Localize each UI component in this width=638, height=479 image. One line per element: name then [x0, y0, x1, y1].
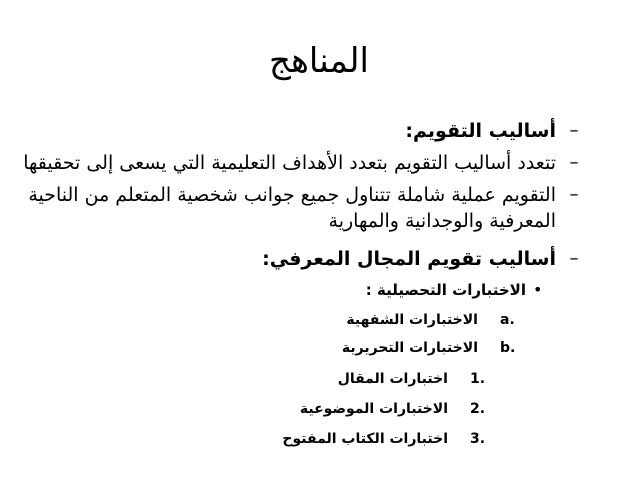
bullet-achievement-tests: الاختبارات التحصيلية : [365, 281, 526, 299]
item-essay-tests: اختبارات المقال [337, 371, 448, 387]
item-written-tests: الاختبارات التحريرية [341, 340, 478, 356]
letter-marker: b. [500, 340, 516, 356]
dash-bullet: – [569, 120, 579, 141]
bullet-dot: • [533, 280, 543, 299]
heading-evaluation-methods: أساليب التقويم: [405, 120, 556, 142]
slide-title: المناهج [269, 41, 369, 81]
item-open-book-tests: اختبارات الكتاب المفتوح [282, 431, 448, 447]
number-marker: 3. [470, 431, 486, 447]
heading-cognitive-domain: أساليب تقويم المجال المعرفي: [262, 248, 556, 270]
item-oral-tests: الاختبارات الشفهية [346, 312, 478, 328]
number-marker: 2. [470, 401, 486, 417]
number-marker: 1. [470, 371, 486, 387]
letter-marker: a. [500, 312, 515, 328]
dash-bullet: – [569, 184, 579, 205]
paragraph-comprehensive-process: التقويم عملية شاملة تتناول جميع جوانب شخصية المتعلم من الناحية المعرفية والوجدانية والمهارية [28, 184, 556, 232]
item-objective-tests: الاختبارات الموضوعية [299, 401, 448, 417]
paragraph-multiple-methods: تتعدد أساليب التقويم بتعدد الأهداف التعليمية التي يسعى إلى تحقيقها [23, 152, 556, 174]
dash-bullet: – [569, 248, 579, 269]
dash-bullet: – [569, 152, 579, 173]
